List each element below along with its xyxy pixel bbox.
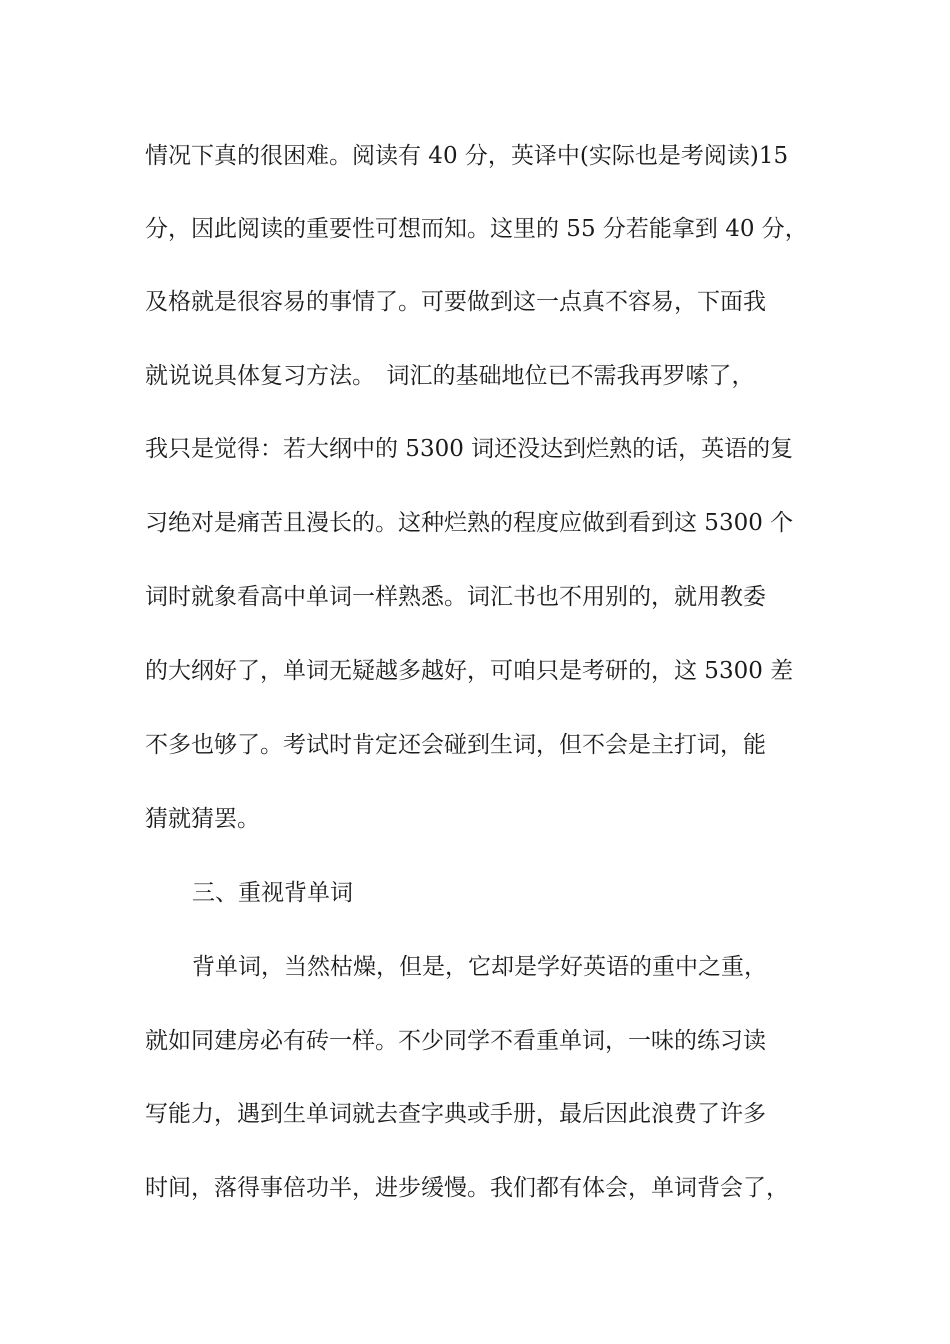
text-line: 就说说具体复习方法。 词汇的基础地位已不需我再罗嗦了，: [145, 363, 755, 389]
text-line: 猜就猜罢。: [145, 806, 260, 832]
text-line: 写能力，遇到生单词就去查字典或手册，最后因此浪费了许多: [145, 1101, 766, 1127]
text-line: 词时就象看高中单词一样熟悉。词汇书也不用别的，就用教委: [145, 584, 766, 610]
text-line: 背单词，当然枯燥，但是，它却是学好英语的重中之重，: [192, 954, 767, 980]
text-line: 情况下真的很困难。阅读有 40 分，英译中(实际也是考阅读)15: [145, 143, 789, 169]
text-line: 我只是觉得：若大纲中的 5300 词还没达到烂熟的话，英语的复: [145, 436, 794, 462]
text-line: 就如同建房必有砖一样。不少同学不看重单词，一味的练习读: [145, 1028, 766, 1054]
text-line: 时间，落得事倍功半，进步缓慢。我们都有体会，单词背会了，: [145, 1175, 789, 1201]
section-heading: 三、重视背单词: [192, 880, 353, 906]
text-line: 及格就是很容易的事情了。可要做到这一点真不容易，下面我: [145, 289, 766, 315]
text-line: 习绝对是痛苦且漫长的。这种烂熟的程度应做到看到这 5300 个: [145, 510, 794, 536]
text-line: 不多也够了。考试时肯定还会碰到生词，但不会是主打词，能: [145, 732, 766, 758]
text-line: 分，因此阅读的重要性可想而知。这里的 55 分若能拿到 40 分，: [145, 216, 808, 242]
text-line: 的大纲好了，单词无疑越多越好，可咱只是考研的，这 5300 差: [145, 658, 794, 684]
